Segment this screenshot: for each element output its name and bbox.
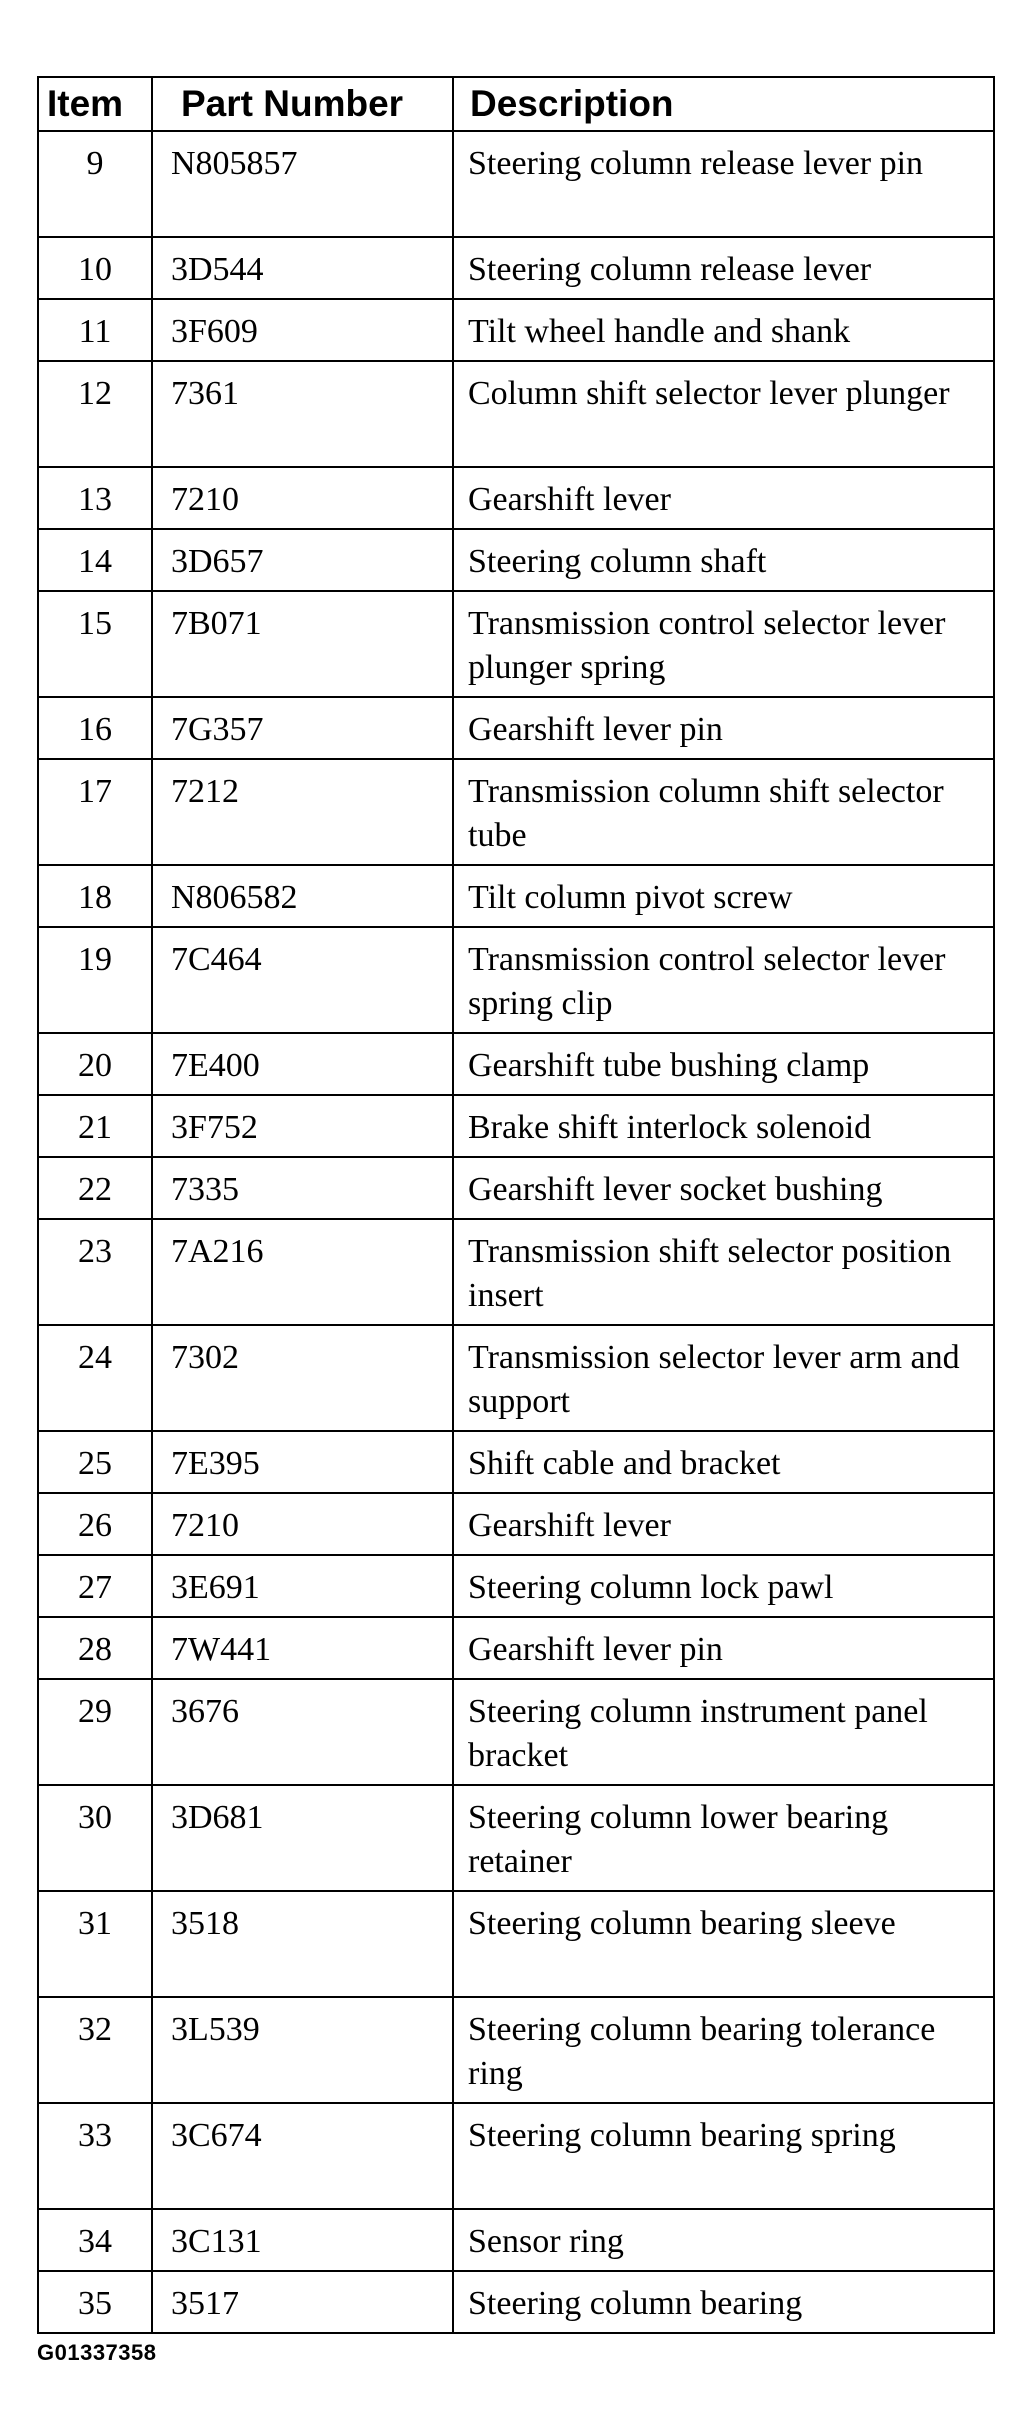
part-number-cell: 3L539 [152,1997,453,2103]
part-number-cell: 7A216 [152,1219,453,1325]
description-cell: Steering column bearing [453,2271,994,2333]
item-number-cell: 17 [38,759,152,865]
description-cell: Steering column release lever pin [453,131,994,237]
description-cell: Transmission selector lever arm and support [453,1325,994,1431]
item-number-cell: 21 [38,1095,152,1157]
item-number-cell: 25 [38,1431,152,1493]
table-row [38,2209,994,2271]
part-number-cell: 7302 [152,1325,453,1431]
part-number-cell: 3D657 [152,529,453,591]
part-number-cell: 3F752 [152,1095,453,1157]
item-number-cell: 33 [38,2103,152,2209]
description-cell: Gearshift lever pin [453,697,994,759]
item-number-cell: 13 [38,467,152,529]
header-item: Item [38,77,152,131]
description-cell: Transmission column shift selector tube [453,759,994,865]
item-number-cell: 20 [38,1033,152,1095]
part-number-cell: 7210 [152,467,453,529]
table-row [38,927,994,1033]
part-number-cell: 7G357 [152,697,453,759]
table-row [38,1219,994,1325]
table-row [38,1325,994,1431]
description-cell: Tilt column pivot screw [453,865,994,927]
part-number-cell: 3F609 [152,299,453,361]
table-row [38,467,994,529]
description-cell: Steering column release lever [453,237,994,299]
description-cell: Gearshift lever pin [453,1617,994,1679]
part-number-cell: 3D681 [152,1785,453,1891]
table-row [38,591,994,697]
description-cell: Gearshift lever [453,1493,994,1555]
item-number-cell: 16 [38,697,152,759]
table-row [38,361,994,467]
item-number-cell: 11 [38,299,152,361]
item-number-cell: 15 [38,591,152,697]
part-number-cell: 3E691 [152,1555,453,1617]
table-row [38,697,994,759]
description-cell: Gearshift lever socket bushing [453,1157,994,1219]
item-number-cell: 31 [38,1891,152,1997]
description-cell: Gearshift lever [453,467,994,529]
part-number-cell: 3518 [152,1891,453,1997]
table-row [38,529,994,591]
item-number-cell: 22 [38,1157,152,1219]
part-number-cell: 3517 [152,2271,453,2333]
table-row [38,759,994,865]
part-number-cell: 7E395 [152,1431,453,1493]
part-number-cell: 7E400 [152,1033,453,1095]
item-number-cell: 26 [38,1493,152,1555]
item-number-cell: 35 [38,2271,152,2333]
table-header-row [38,77,994,131]
parts-table [37,76,995,2334]
item-number-cell: 34 [38,2209,152,2271]
image-code: G01337358 [37,2340,157,2365]
table-row [38,299,994,361]
item-number-cell: 30 [38,1785,152,1891]
description-cell: Tilt wheel handle and shank [453,299,994,361]
description-cell: Steering column shaft [453,529,994,591]
item-number-cell: 24 [38,1325,152,1431]
table-body [38,131,994,2333]
item-number-cell: 19 [38,927,152,1033]
part-number-cell: 7W441 [152,1617,453,1679]
part-number-cell: 7212 [152,759,453,865]
description-cell: Sensor ring [453,2209,994,2271]
item-number-cell: 28 [38,1617,152,1679]
table-row [38,1431,994,1493]
description-cell: Steering column bearing sleeve [453,1891,994,1997]
part-number-cell: 3676 [152,1679,453,1785]
description-cell: Shift cable and bracket [453,1431,994,1493]
part-number-cell: N805857 [152,131,453,237]
item-number-cell: 12 [38,361,152,467]
part-number-cell: 7210 [152,1493,453,1555]
table-row [38,2103,994,2209]
item-number-cell: 27 [38,1555,152,1617]
description-cell: Gearshift tube bushing clamp [453,1033,994,1095]
table-row [38,1493,994,1555]
description-cell: Transmission control selector lever spring clip [453,927,994,1033]
part-number-cell: 7361 [152,361,453,467]
table-row [38,1891,994,1997]
description-cell: Steering column bearing tolerance ring [453,1997,994,2103]
header-part-number: Part Number [152,77,453,131]
table-row [38,1997,994,2103]
description-cell: Column shift selector lever plunger [453,361,994,467]
table-row [38,131,994,237]
table-row [38,1095,994,1157]
item-number-cell: 14 [38,529,152,591]
table-row [38,2271,994,2333]
description-cell: Steering column instrument panel bracket [453,1679,994,1785]
item-number-cell: 32 [38,1997,152,2103]
description-cell: Transmission control selector lever plunger spring [453,591,994,697]
part-number-cell: 3C131 [152,2209,453,2271]
table-row [38,1679,994,1785]
part-number-cell: 7335 [152,1157,453,1219]
description-cell: Steering column bearing spring [453,2103,994,2209]
table-row [38,1555,994,1617]
part-number-cell: 7C464 [152,927,453,1033]
header-description: Description [453,77,994,131]
table-row [38,1785,994,1891]
part-number-cell: 3C674 [152,2103,453,2209]
item-number-cell: 23 [38,1219,152,1325]
part-number-cell: 3D544 [152,237,453,299]
table-row [38,1157,994,1219]
part-number-cell: N806582 [152,865,453,927]
item-number-cell: 29 [38,1679,152,1785]
description-cell: Steering column lower bearing retainer [453,1785,994,1891]
description-cell: Brake shift interlock solenoid [453,1095,994,1157]
item-number-cell: 10 [38,237,152,299]
table-row [38,1033,994,1095]
part-number-cell: 7B071 [152,591,453,697]
table-row [38,237,994,299]
table-row [38,865,994,927]
description-cell: Steering column lock pawl [453,1555,994,1617]
item-number-cell: 9 [38,131,152,237]
table-row [38,1617,994,1679]
description-cell: Transmission shift selector position insert [453,1219,994,1325]
item-number-cell: 18 [38,865,152,927]
